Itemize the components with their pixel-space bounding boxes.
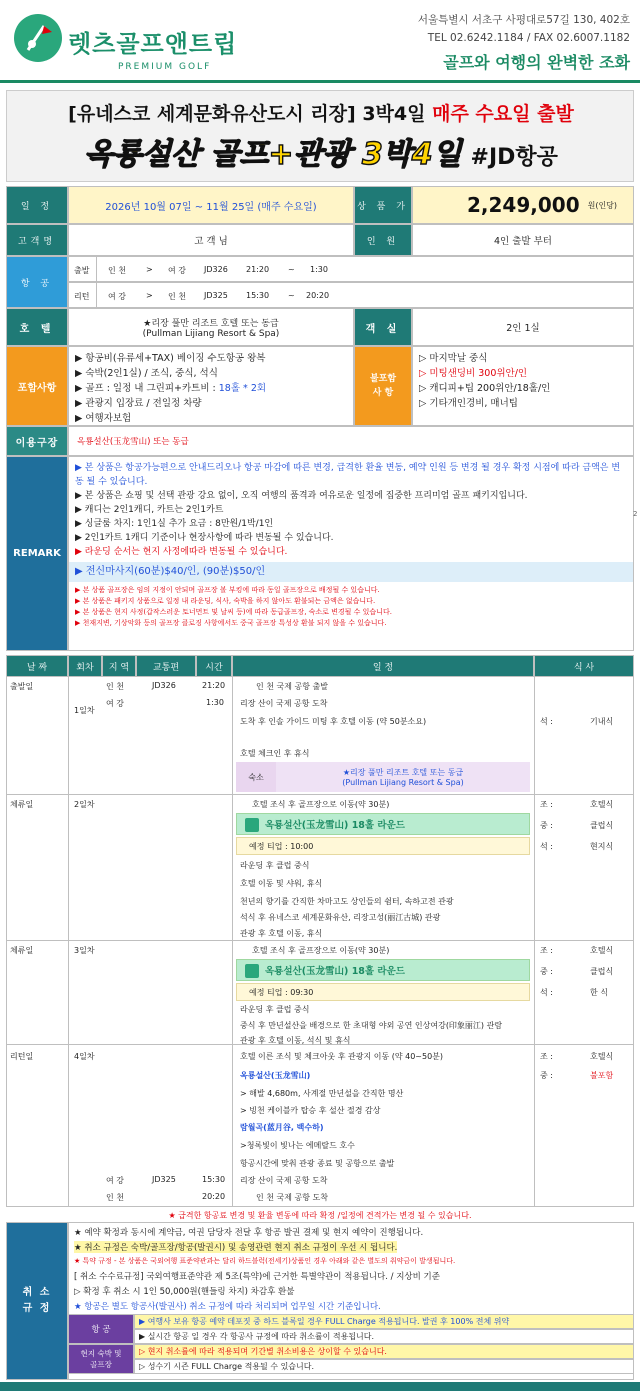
itinerary-line: 인 천 국제 공항 출발 xyxy=(256,682,328,691)
golfer-icon xyxy=(245,818,259,832)
schedule-footnote: ★ 급격한 항공료 변경 및 환율 변동에 따라 확정 /일정에 견적가는 변경 될 수 있습니다. xyxy=(168,1211,472,1220)
itinerary-line: 석식 후 유네스코 세계문화유산, 리장고성(丽江古城) 관광 xyxy=(240,913,441,922)
itinerary-line: 람월곡(蓝月谷, 백수하) xyxy=(240,1123,324,1132)
company-phone: TEL 02.6242.1184 / FAX 02.6007.1182 xyxy=(427,32,630,44)
cancel-line: ▷ 확정 후 취소 시 1인 50,000원(핸들링 차지) 차감후 환불 xyxy=(74,1287,295,1297)
golf-rounds: 18홀 * 2회 xyxy=(218,383,267,394)
stay-hotel-name-en: (Pullman Lijiang Resort & Spa) xyxy=(342,778,464,787)
itinerary-line: 인 천 국제 공항 도착 xyxy=(256,1193,328,1202)
day-round: 2일차 xyxy=(74,800,95,809)
stay-label: 숙소 xyxy=(236,762,276,792)
itinerary-line: > 빙천 케이블카 탑승 후 설산 절경 감상 xyxy=(240,1106,381,1115)
header-divider xyxy=(0,80,640,83)
banner-subtitle-prefix: [유네스코 세계문화유산도시 리장] 3박4일 xyxy=(68,103,426,125)
itinerary-line: 항공시간에 맞춰 관광 종료 및 공항으로 출발 xyxy=(240,1159,395,1168)
day-transport: JD326 xyxy=(152,681,176,690)
flight-out-dep: 21:20 xyxy=(246,265,270,274)
side-number: 2 xyxy=(633,510,638,518)
day-time: 15:30 xyxy=(202,1175,226,1184)
sched-header-date: 날 짜 xyxy=(6,655,68,677)
stay-hotel-name: ★리장 풀만 리조트 호텔 또는 동급 xyxy=(342,768,464,777)
course-value: 옥룡설산(玉龙雪山) 또는 동급 xyxy=(68,426,634,456)
flight-row-return xyxy=(68,282,634,308)
flight-out-code: JD326 xyxy=(204,265,228,274)
flight-ret-tilde: ~ xyxy=(288,291,295,300)
sched-header-transport: 교통편 xyxy=(136,655,196,677)
banner-subtitle xyxy=(7,99,635,126)
flight-out-dir: 출발 xyxy=(74,266,90,275)
price-value: 2,249,000 xyxy=(467,193,580,217)
day-time: 21:20 xyxy=(202,681,226,690)
flight-ret-dir: 리턴 xyxy=(74,292,90,301)
remark-note: ▶ 본 상품은 현지 사정(갑작스러운 토너먼트 및 날씨 등)에 따라 동급골프장, 숙소로 변경될 수 있습니다. xyxy=(75,608,392,616)
itinerary-line: 호텔 조식 후 골프장으로 이동(약 30분) xyxy=(252,800,390,809)
meal-key: 석 : xyxy=(540,988,553,997)
cancel-label: 취 소 규 정 xyxy=(6,1222,68,1380)
day-date: 출발일 xyxy=(10,682,34,691)
remark-item: ▶ 본 상품은 쇼핑 및 선택 관광 강요 없이, 오직 여행의 품격과 여유로운 일정에 집중한 프리미엄 골프 패키지입니다. xyxy=(75,491,528,501)
day-transport: JD325 xyxy=(152,1175,176,1184)
customer-label: 고객명 xyxy=(6,224,68,256)
stay-hotel xyxy=(276,762,530,792)
cancel-air-line: ▶ 여행사 보유 항공 예약 데포짓 중 하드 블록일 경우 FULL Charge 적용됩니다. 발권 후 100% 전체 위약 xyxy=(134,1314,634,1329)
meal-value: 한 식 xyxy=(590,988,608,997)
flight-out-arrow: > xyxy=(146,265,153,274)
exclude-label: 불포함 사 항 xyxy=(354,346,412,426)
title-banner xyxy=(6,90,634,182)
cancel-local-label: 현지 숙박 및 골프장 xyxy=(68,1344,134,1374)
flight-ret-code: JD325 xyxy=(204,291,228,300)
sched-header-time: 시간 xyxy=(196,655,232,677)
remark-item: ▶ 싱글룸 차지: 1인1실 추가 요금 : 8만원/1박/1인 xyxy=(75,519,274,529)
cancel-line: [ 취소 수수료규정] 국외여행표준약관 제 5조(특약)에 근거한 특별약관이 적용됩니다. / 지상비 기준 xyxy=(74,1272,440,1282)
cancel-air-label: 항 공 xyxy=(68,1314,134,1344)
include-item: ▶ 관광지 입장료 / 전일정 차량 xyxy=(75,398,202,409)
slogan: 골프와 여행의 완벽한 조화 xyxy=(443,53,630,72)
meal-value: 불포함 xyxy=(590,1071,614,1080)
customer-value: 고 객 님 xyxy=(68,224,354,256)
itinerary-line: 라운딩 후 클럽 중식 xyxy=(240,861,310,870)
exclude-item: ▷ 기타개인경비, 매너팁 xyxy=(419,398,518,409)
meal-value: 호텔식 xyxy=(590,946,614,955)
golf-round: 옥룡설산(玉龙雪山) 18홀 라운드 xyxy=(265,966,405,977)
itinerary-line: 도착 후 인솔 가이드 미팅 후 호텔 이동 (약 50분소요) xyxy=(240,717,427,726)
meal-key: 석 : xyxy=(540,717,553,726)
include-list xyxy=(68,346,354,426)
include-item: ▶ 여행자보험 xyxy=(75,413,132,424)
golf-round-box xyxy=(236,813,530,835)
day-region: 여 강 xyxy=(106,1176,124,1185)
meal-key: 조 : xyxy=(540,1052,553,1061)
remark-note: ▶ 본 상품 골프장은 임의 지정이 안되며 골프장 볼 부킹에 따라 동일 골프장으로 배정될 수 있습니다. xyxy=(75,586,380,594)
day-round: 1일차 xyxy=(74,706,95,715)
room-value: 2인 1실 xyxy=(412,308,634,346)
tee-time: 예정 티업 : 09:30 xyxy=(236,983,530,1001)
course-label: 이용구장 xyxy=(6,426,68,456)
itinerary-line: 호텔 조식 후 골프장으로 이동(약 30분) xyxy=(252,946,390,955)
remark-item: ▶ 라운딩 순서는 현지 사정에따라 변동될 수 있습니다. xyxy=(75,547,288,557)
meal-value: 클럽식 xyxy=(590,821,614,830)
banner-main-title: 옥룡설산 골프+관광 3박4일 xyxy=(84,137,462,172)
exclude-item: ▷ 마지막날 중식 xyxy=(419,353,488,364)
itinerary-line: 관광 후 호텔 이동, 석식 및 휴식 xyxy=(240,1036,351,1045)
include-item: ▶ 숙박(2인1실) / 조식, 중식, 석식 xyxy=(75,368,218,379)
include-item: ▶ 골프 : 일정 내 그린피+카트비 : 18홀 * 2회 xyxy=(75,383,267,394)
remark-item: ▶ 캐디는 2인1캐디, 카트는 2인1카트 xyxy=(75,505,224,515)
flight-out-to: 여 강 xyxy=(168,266,186,275)
hotel-name: ★리장 풀만 리조트 호텔 또는 동급 xyxy=(143,318,279,329)
flight-ret-from: 여 강 xyxy=(108,292,126,301)
cancel-line: ★ 취소 규정은 숙박/골프장/항공(발권시) 및 송영관련 현지 취소 규정이 우선 시 됩니다. xyxy=(74,1243,398,1253)
flight-ret-dep: 15:30 xyxy=(246,291,270,300)
remark-note: ▶ 본 상품은 패키지 상품으로 일정 내 라운딩, 식사, 숙박을 하지 않아도 환불되는 금액은 없습니다. xyxy=(75,597,376,605)
banner-departure-day: 매주 수요일 출발 xyxy=(432,103,574,125)
brand-logo xyxy=(14,10,264,80)
flight-ret-arr: 20:20 xyxy=(306,291,330,300)
day-time: 20:20 xyxy=(202,1192,226,1201)
pax-value: 4인 출발 부터 xyxy=(412,224,634,256)
cancel-line: ★ 예약 확정과 동시에 계약금, 여권 담당자 전달 후 항공 발권 결제 및 현지 예약이 진행됩니다. xyxy=(74,1228,424,1238)
meal-value: 호텔식 xyxy=(590,800,614,809)
day-region: 여 강 xyxy=(106,699,124,708)
remark-item: ▶ 본 상품은 항공가능편으로 안내드리오나 항공 마감에 따른 변경, 급격한 환율 변동, 예약 인원 등 변경 될 경우 확정 시점에 따라 금액은 변동 될 수 있습니다. xyxy=(75,463,621,487)
exclude-list xyxy=(412,346,634,426)
day-date: 리턴일 xyxy=(10,1052,34,1061)
massage-option: ▶ 전신마사지(60분)$40/인, (90분)$50/인 xyxy=(69,562,633,582)
flight-out-from: 인 천 xyxy=(108,266,126,275)
hotel-value xyxy=(68,308,354,346)
include-item: ▶ 항공비(유류세+TAX) 베이징 수도항공 왕복 xyxy=(75,353,266,364)
meal-key: 중 : xyxy=(540,821,553,830)
sched-header-region: 지 역 xyxy=(102,655,136,677)
period-value: 2026년 10월 07일 ~ 11월 25일 (매주 수요일) xyxy=(68,186,354,224)
cancel-air-line: ▶ 실시간 항공 일 경우 각 항공사 규정에 따라 취소률이 적용됩니다. xyxy=(134,1329,634,1344)
remark-label: REMARK xyxy=(6,456,68,651)
flight-ret-arrow: > xyxy=(146,291,153,300)
day-date: 체류일 xyxy=(10,946,34,955)
brand-subtitle: PREMIUM GOLF xyxy=(118,62,212,72)
meal-key: 석 : xyxy=(540,842,553,851)
itinerary-line: > 해발 4,680m, 사계절 만년설을 간직한 명산 xyxy=(240,1089,404,1098)
price-cell xyxy=(412,186,634,224)
golf-round-box xyxy=(236,959,530,981)
flight-ret-to: 인 천 xyxy=(168,292,186,301)
pax-label: 인 원 xyxy=(354,224,412,256)
remark-item: ▶ 2인1카트 1캐디 기준이나 현장사항에 따라 변동될 수 있습니다. xyxy=(75,533,334,543)
itinerary-line: 라운딩 후 클럽 중식 xyxy=(240,1005,310,1014)
sched-header-itinerary: 일 정 xyxy=(232,655,534,677)
room-label: 객 실 xyxy=(354,308,412,346)
itinerary-line: >청록빛이 빛나는 에메랄드 호수 xyxy=(240,1141,355,1150)
remark-note: ▶ 천재지변, 기상악화 등의 골프장 클로징 사항에서도 중국 골프장 특성상 환불 되지 않을 수 있습니다. xyxy=(75,619,387,627)
itinerary-line: 호텔 체크인 후 휴식 xyxy=(240,749,310,758)
flight-row-outbound xyxy=(68,256,634,282)
meal-value: 기내식 xyxy=(590,717,614,726)
day-round: 3일차 xyxy=(74,946,95,955)
itinerary-line: 관광 후 호텔 이동, 휴식 xyxy=(240,929,323,938)
itinerary-line: 리장 산이 국제 공항 도착 xyxy=(240,1176,328,1185)
flight-label: 항 공 xyxy=(6,256,68,308)
banner-title xyxy=(7,129,635,173)
remark-list xyxy=(68,456,634,651)
golf-flag-icon xyxy=(14,14,62,62)
include-label: 포함사항 xyxy=(6,346,68,426)
tee-time: 예정 티업 : 10:00 xyxy=(236,837,530,855)
itinerary-line: 리장 산이 국제 공항 도착 xyxy=(240,699,328,708)
day-round: 4일차 xyxy=(74,1052,95,1061)
sched-header-round: 회차 xyxy=(68,655,102,677)
exclude-item: ▷ 캐디피+팁 200위안/18홀/인 xyxy=(419,383,551,394)
flight-divider xyxy=(96,256,97,308)
cancel-local-line: ▷ 현지 취소률에 따라 적용되며 기간별 취소비용은 상이할 수 있습니다. xyxy=(134,1344,634,1359)
airline-tag: #JD항공 xyxy=(470,145,558,170)
meal-value: 클럽식 xyxy=(590,967,614,976)
cancel-local-line: ▷ 성수기 시즌 FULL Charge 적용될 수 있습니다. xyxy=(134,1359,634,1374)
cancel-line: ★ 항공은 별도 항공사(발권사) 취소 규정에 따라 처리되며 업무일 시간 기준입니다. xyxy=(74,1302,381,1312)
company-address: 서울특별시 서초구 사평대로57길 130, 402호 xyxy=(417,14,630,26)
itinerary-line: 호텔 이동 및 샤워, 휴식 xyxy=(240,879,323,888)
sched-header-meals: 식 사 xyxy=(534,655,634,677)
golfer-icon xyxy=(245,964,259,978)
brand-name: 렛츠골프앤트립 xyxy=(68,30,238,58)
period-label: 일 정 xyxy=(6,186,68,224)
day-region: 인 천 xyxy=(106,682,124,691)
flight-out-tilde: ~ xyxy=(288,265,295,274)
itinerary-line: 중식 후 만년설산을 배경으로 한 초대형 야외 공연 인상여강(印象丽江) 관람 xyxy=(240,1021,503,1030)
footer-bar xyxy=(0,1382,640,1391)
hotel-name-en: (Pullman Lijiang Resort & Spa) xyxy=(142,328,280,339)
day-region: 인 천 xyxy=(106,1193,124,1202)
meal-value: 호텔식 xyxy=(590,1052,614,1061)
flight-out-arr: 1:30 xyxy=(310,265,328,274)
hotel-label: 호 텔 xyxy=(6,308,68,346)
itinerary-line: 옥룡설산(玉龙雪山) xyxy=(240,1071,311,1080)
meal-value: 현지식 xyxy=(590,842,614,851)
day-date: 체류일 xyxy=(10,800,34,809)
meal-key: 중 : xyxy=(540,967,553,976)
itinerary-line: 천년의 향기를 간직한 차마고도 상인들의 쉼터, 속하고전 관광 xyxy=(240,897,454,906)
day-time: 1:30 xyxy=(206,698,224,707)
exclude-item: ▷ 미팅샌딩비 300위안/인 xyxy=(419,368,528,379)
itinerary-line: 호텔 이른 조식 및 체크아웃 후 관광지 이동 (약 40~50분) xyxy=(240,1052,444,1061)
meal-key: 조 : xyxy=(540,800,553,809)
price-unit: 원(인당) xyxy=(587,200,618,210)
golf-round: 옥룡설산(玉龙雪山) 18홀 라운드 xyxy=(265,820,405,831)
cancel-line: ★ 특약 규정 - 본 상품은 국외여행 표준약관과는 달리 하드블럭(전세기)상품인 경우 아래와 같은 별도의 취약금이 발생됩니다. xyxy=(74,1257,456,1265)
meal-key: 조 : xyxy=(540,946,553,955)
meal-key: 중 : xyxy=(540,1071,553,1080)
price-label: 상 품 가 xyxy=(354,186,412,224)
